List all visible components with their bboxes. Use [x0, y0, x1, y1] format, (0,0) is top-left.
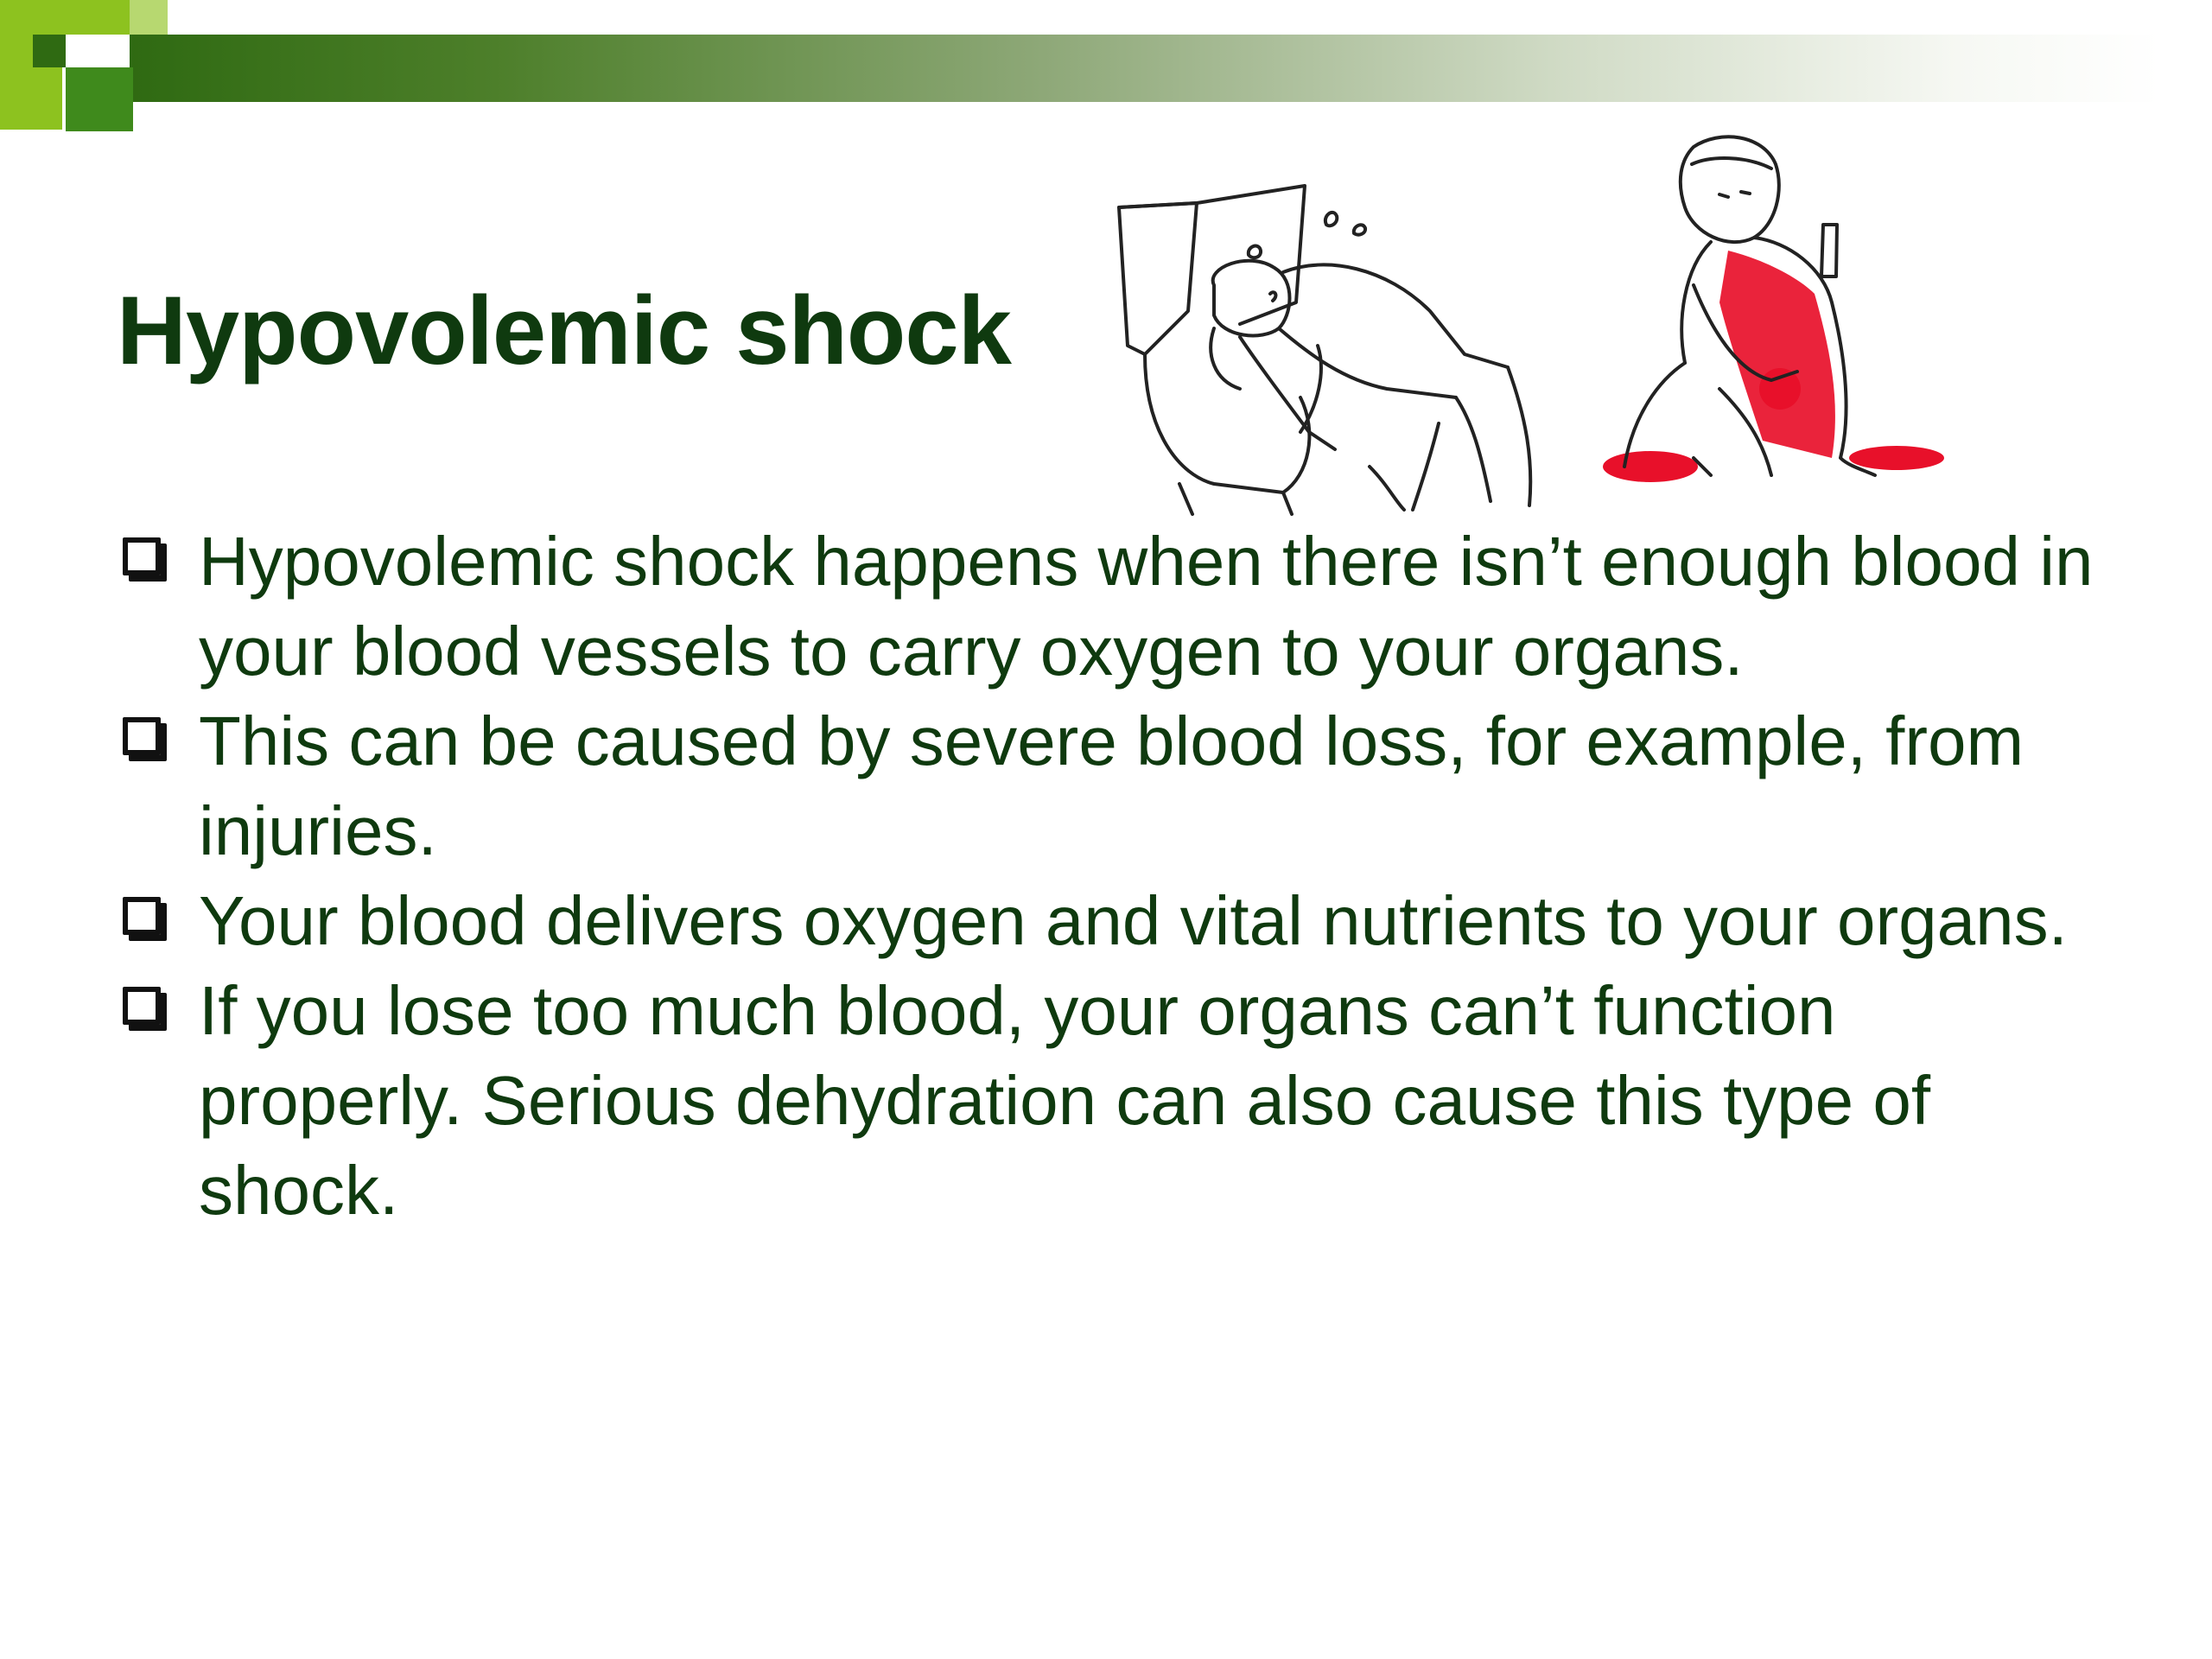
bullet-text: If you lose too much blood, your organs can’t function properly. Serious dehydration can also cause this type of shock.: [199, 972, 1931, 1229]
banner-square: [62, 0, 130, 35]
bullet-item: [121, 517, 2108, 696]
bullet-text: Hypovolemic shock happens when there isn’t enough blood in your blood vessels to carry oxygen to your organs.: [199, 523, 2094, 690]
banner-square: [33, 35, 66, 67]
bleeding-person-illustration: [1590, 130, 1979, 518]
bullet-list: [121, 517, 2108, 1236]
bullet-item: [121, 876, 2108, 966]
slide-title: Hypovolemic shock: [117, 276, 1011, 385]
bullet-text: Your blood delivers oxygen and vital nutrients to your organs.: [199, 882, 2068, 959]
banner-square: [130, 0, 168, 35]
bullet-item: [121, 696, 2108, 876]
person-vomiting-illustration: [1110, 173, 1560, 518]
checkbox-icon: [123, 717, 161, 755]
bullet-item: [121, 966, 2108, 1236]
checkbox-icon: [123, 987, 161, 1025]
gradient-bar: [130, 35, 2160, 102]
checkbox-icon: [123, 897, 161, 935]
bullet-text: This can be caused by severe blood loss, for example, from injuries.: [199, 702, 2024, 869]
banner-square: [66, 67, 133, 131]
checkbox-icon: [123, 537, 161, 575]
header-banner: [0, 0, 2212, 138]
